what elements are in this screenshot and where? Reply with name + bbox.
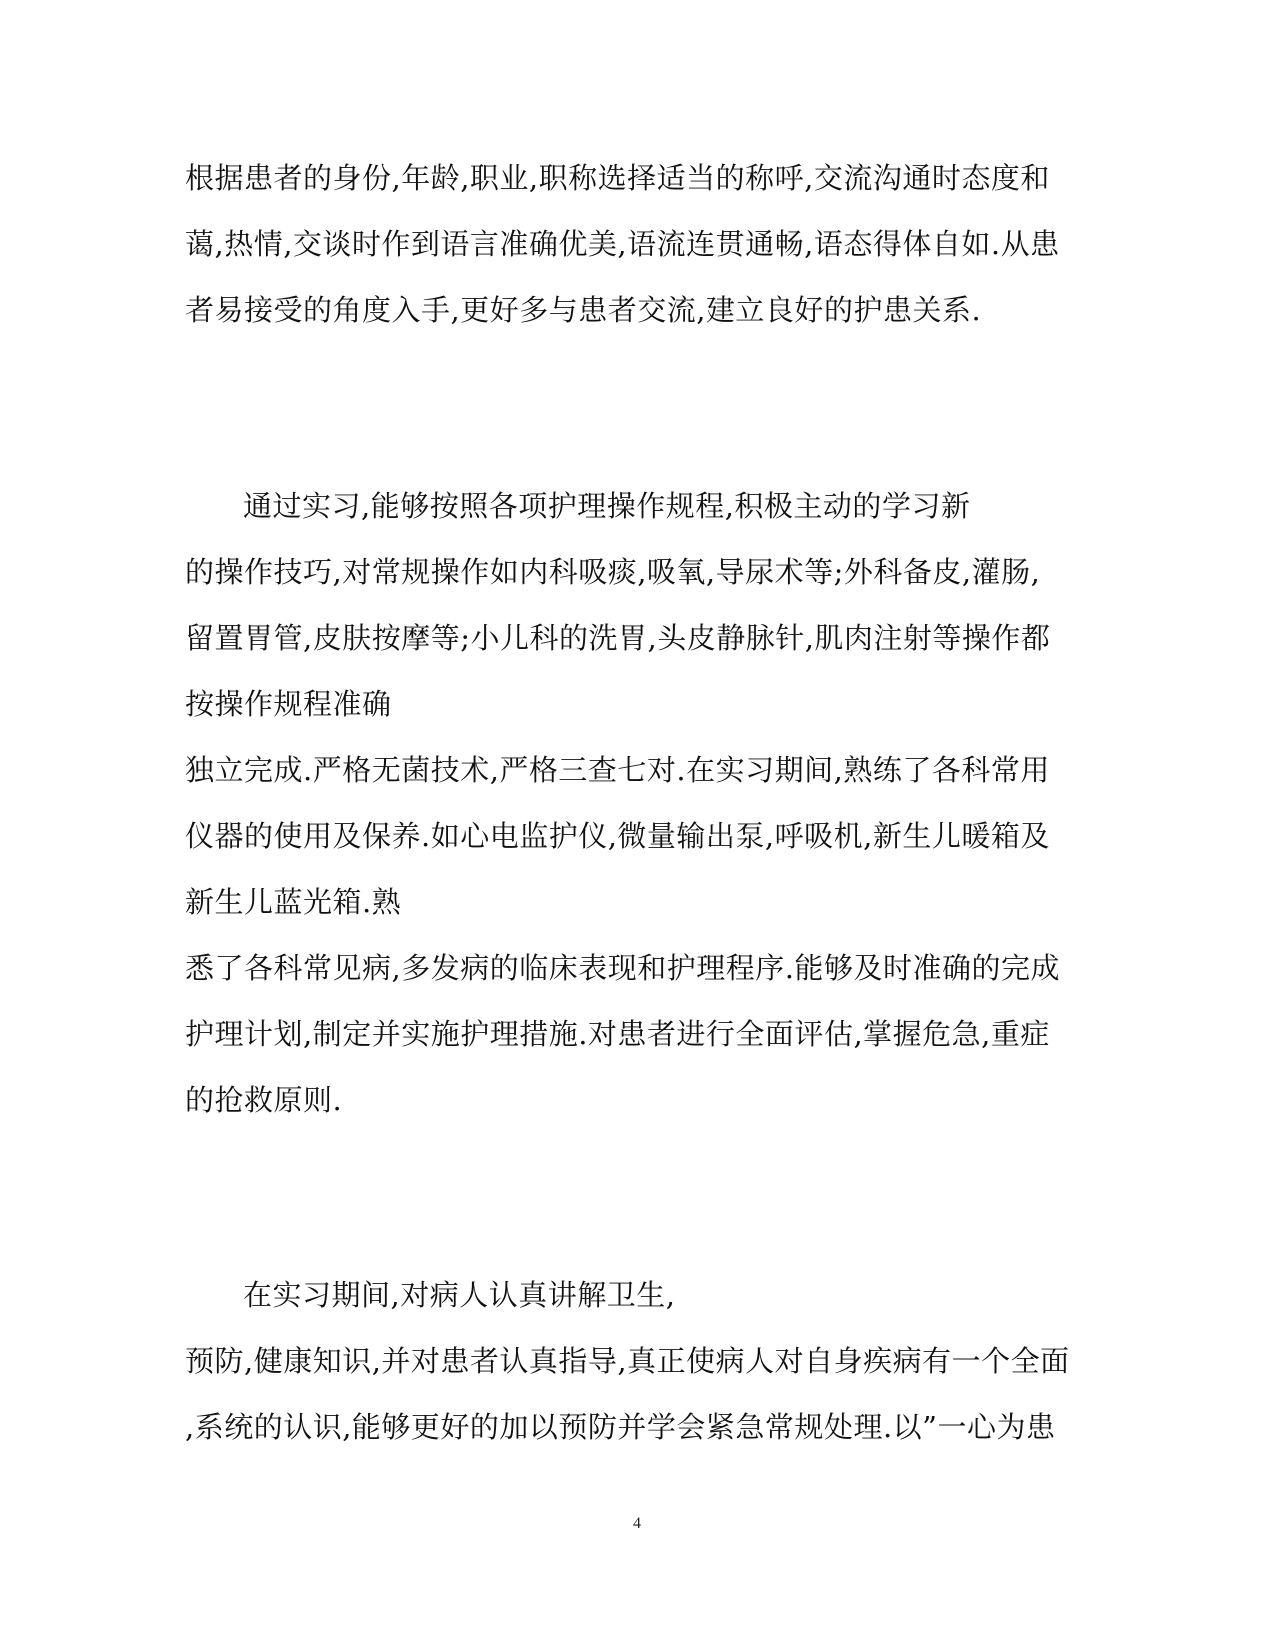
paragraph-3-line-2: 预防,健康知识,并对患者认真指导,真正使病人对自身疾病有一个全面 bbox=[185, 1344, 1070, 1378]
paragraph-2-line-10: 的抢救原则. bbox=[185, 1083, 343, 1117]
paragraph-1-line-2: 蔼,热情,交谈时作到语言准确优美,语流连贯通畅,语态得体自如.从患 bbox=[185, 227, 1060, 261]
paragraph-2-line-9: 护理计划,制定并实施护理措施.对患者进行全面评估,掌握危急,重症 bbox=[185, 1017, 1050, 1051]
paragraph-2-line-4: 按操作规程准确 bbox=[185, 687, 392, 721]
paragraph-2-line-7: 新生儿蓝光箱.熟 bbox=[185, 885, 402, 919]
paragraph-2-line-3: 留置胃管,皮肤按摩等;小儿科的洗胃,头皮静脉针,肌肉注射等操作都 bbox=[185, 621, 1051, 655]
paragraph-2-line-5: 独立完成.严格无菌技术,严格三查七对.在实习期间,熟练了各科常用 bbox=[185, 753, 1050, 787]
page-number: 4 bbox=[633, 1515, 641, 1532]
paragraph-2-line-8: 悉了各科常见病,多发病的临床表现和护理程序.能够及时准确的完成 bbox=[185, 951, 1060, 985]
paragraph-1-line-3: 者易接受的角度入手,更好多与患者交流,建立良好的护患关系. bbox=[185, 293, 982, 327]
paragraph-3-line-3: ,系统的认识,能够更好的加以预防并学会紧急常规处理.以”一心为患 bbox=[185, 1410, 1056, 1444]
paragraph-2-line-6: 仪器的使用及保养.如心电监护仪,微量输出泵,呼吸机,新生儿暖箱及 bbox=[185, 819, 1050, 853]
paragraph-2-line-2: 的操作技巧,对常规操作如内科吸痰,吸氧,导尿术等;外科备皮,灌肠, bbox=[185, 555, 1041, 589]
paragraph-3-line-1: 在实习期间,对病人认真讲解卫生, bbox=[243, 1278, 676, 1312]
paragraph-2-line-1: 通过实习,能够按照各项护理操作规程,积极主动的学习新 bbox=[243, 489, 971, 523]
paragraph-1-line-1: 根据患者的身份,年龄,职业,职称选择适当的称呼,交流沟通时态度和 bbox=[185, 161, 1050, 195]
